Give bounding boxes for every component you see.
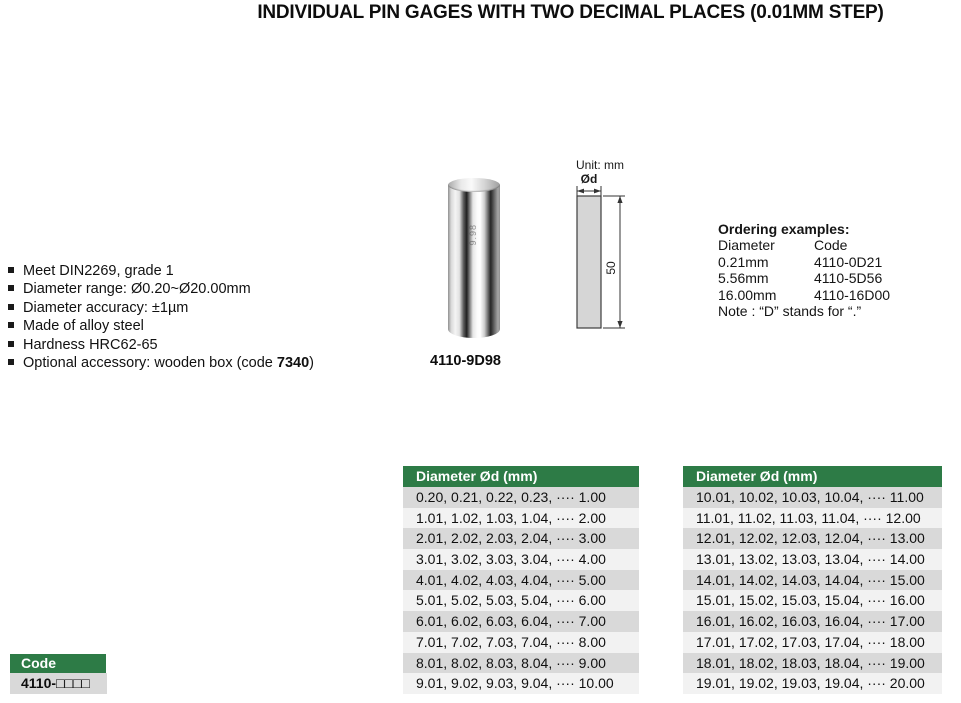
feature-items-extra [8,354,398,372]
ordering-code: 4110-5D56 [814,270,883,287]
feature-text: Optional accessory: wooden box (code [23,355,277,372]
table-row: 4.01, 4.02, 4.03, 4.04, ···· 5.00 [403,570,639,591]
table-row: 16.01, 16.02, 16.03, 16.04, ···· 17.00 [683,611,942,632]
ordering-col-diameter: Diameter [718,237,775,254]
table-row: 11.01, 11.02, 11.03, 11.04, ···· 12.00 [683,508,942,529]
feature-list [8,262,398,372]
product-code-label: 4110-9D98 [430,353,501,369]
pin-gage-photo [448,178,500,338]
ordering-row [718,287,890,303]
table-row: 14.01, 14.02, 14.03, 14.04, ···· 15.00 [683,570,942,591]
ordering-diameter: 0.21mm [718,253,769,270]
length-dim-label: 50 [604,261,618,275]
code-box [10,654,107,694]
table-row: 19.01, 19.02, 19.03, 19.04, ···· 20.00 [683,673,942,694]
ordering-row [718,254,890,270]
table-row: 3.01, 3.02, 3.03, 3.04, ···· 4.00 [403,549,639,570]
diameter-dim-label: Ød [580,172,598,186]
ordering-note: Note : “D” stands for “.” [718,303,862,320]
table-row: 1.01, 1.02, 1.03, 1.04, ···· 2.00 [403,508,639,529]
table-header: Diameter Ød (mm) [683,466,942,487]
feature-item: Made of alloy steel [8,317,398,335]
feature-code-bold: 7340 [276,355,310,372]
pin-cylinder [448,185,500,338]
feature-items [8,262,398,354]
code-box-header: Code [10,654,106,673]
table-body [683,487,942,694]
table-header: Diameter Ød (mm) [403,466,639,487]
table-row: 5.01, 5.02, 5.03, 5.04, ···· 6.00 [403,590,639,611]
unit-label: Unit: mm [576,158,624,172]
table-row: 2.01, 2.02, 2.03, 2.04, ···· 3.00 [403,528,639,549]
table-row: 15.01, 15.02, 15.03, 15.04, ···· 16.00 [683,590,942,611]
table-row: 13.01, 13.02, 13.03, 13.04, ···· 14.00 [683,549,942,570]
ordering-heading: Ordering examples: [718,221,850,237]
feature-item [8,354,398,372]
ordering-col-code: Code [814,237,848,254]
dimension-drawing [575,172,630,334]
feature-item: Hardness HRC62-65 [8,336,398,354]
table-row: 18.01, 18.02, 18.03, 18.04, ···· 19.00 [683,653,942,674]
feature-text: ) [309,355,315,372]
ordering-code: 4110-0D21 [814,253,883,270]
pin-profile-rect [577,196,601,328]
table-body [403,487,639,694]
pin-top-face [448,178,500,192]
table-row: 8.01, 8.02, 8.03, 8.04, ···· 9.00 [403,653,639,674]
table-row: 10.01, 10.02, 10.03, 10.04, ···· 11.00 [683,487,942,508]
page-title: INDIVIDUAL PIN GAGES WITH TWO DECIMAL PLACES (0.01MM STEP) [257,2,884,23]
ordering-column-headers [718,237,890,253]
table-row: 0.20, 0.21, 0.22, 0.23, ···· 1.00 [403,487,639,508]
table-row: 6.01, 6.02, 6.03, 6.04, ···· 7.00 [403,611,639,632]
feature-item: Meet DIN2269, grade 1 [8,262,398,280]
ordering-diameter: 16.00mm [718,286,777,303]
pin-marking: 9.98 [468,224,478,246]
diameter-table-left [403,466,639,694]
table-row: 12.01, 12.02, 12.03, 12.04, ···· 13.00 [683,528,942,549]
ordering-row [718,270,890,286]
table-row: 9.01, 9.02, 9.03, 9.04, ···· 10.00 [403,673,639,694]
table-row: 17.01, 17.02, 17.03, 17.04, ···· 18.00 [683,632,942,653]
ordering-diameter: 5.56mm [718,270,769,287]
ordering-examples [718,221,890,319]
ordering-code: 4110-16D00 [814,286,891,303]
feature-item: Diameter range: Ø0.20~Ø20.00mm [8,280,398,298]
table-row: 7.01, 7.02, 7.03, 7.04, ···· 8.00 [403,632,639,653]
code-box-value: 4110-□□□□ [10,673,107,694]
diameter-table-right [683,466,942,694]
feature-item: Diameter accuracy: ±1µm [8,299,398,317]
